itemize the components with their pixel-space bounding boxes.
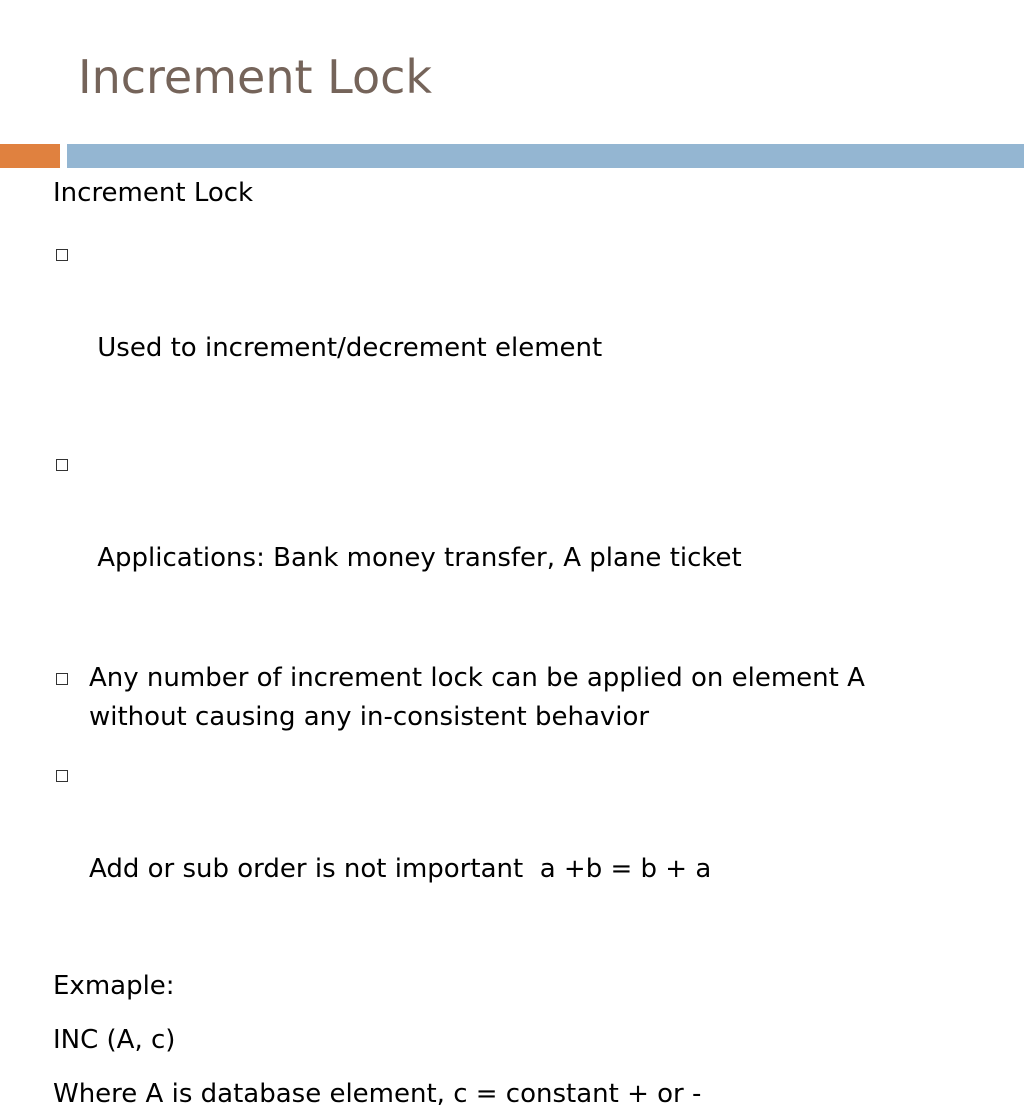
hollow-square-icon bbox=[56, 673, 68, 685]
slide-content bbox=[53, 176, 983, 1110]
bullet-list bbox=[53, 239, 983, 947]
bullet-item bbox=[53, 449, 983, 636]
example-code: INC (A, c) bbox=[53, 1024, 176, 1055]
accent-bar-left bbox=[0, 144, 60, 168]
bullet-text: Used to increment/decrement element bbox=[89, 332, 603, 363]
hollow-square-icon bbox=[56, 459, 68, 471]
bullet-text: Add or sub order is not important a +b = b + a bbox=[89, 854, 712, 884]
content-heading: Increment Lock bbox=[53, 178, 254, 208]
bullet-text: Any number of increment lock can be applied on element A without causing any in-consistent behavior bbox=[89, 663, 865, 733]
accent-bar-right bbox=[67, 144, 1024, 168]
bullet-item bbox=[53, 239, 983, 426]
example-label: Exmaple: bbox=[53, 970, 175, 1001]
bullet-item bbox=[53, 760, 983, 947]
bullet-text: Applications: Bank money transfer, A plane ticket bbox=[89, 542, 742, 573]
slide-title: Increment Lock bbox=[78, 50, 433, 104]
bullet-item bbox=[53, 659, 983, 737]
example-explanation: Where A is database element, c = constant + or - bbox=[53, 1078, 702, 1109]
hollow-square-icon bbox=[56, 249, 68, 261]
hollow-square-icon bbox=[56, 770, 68, 782]
